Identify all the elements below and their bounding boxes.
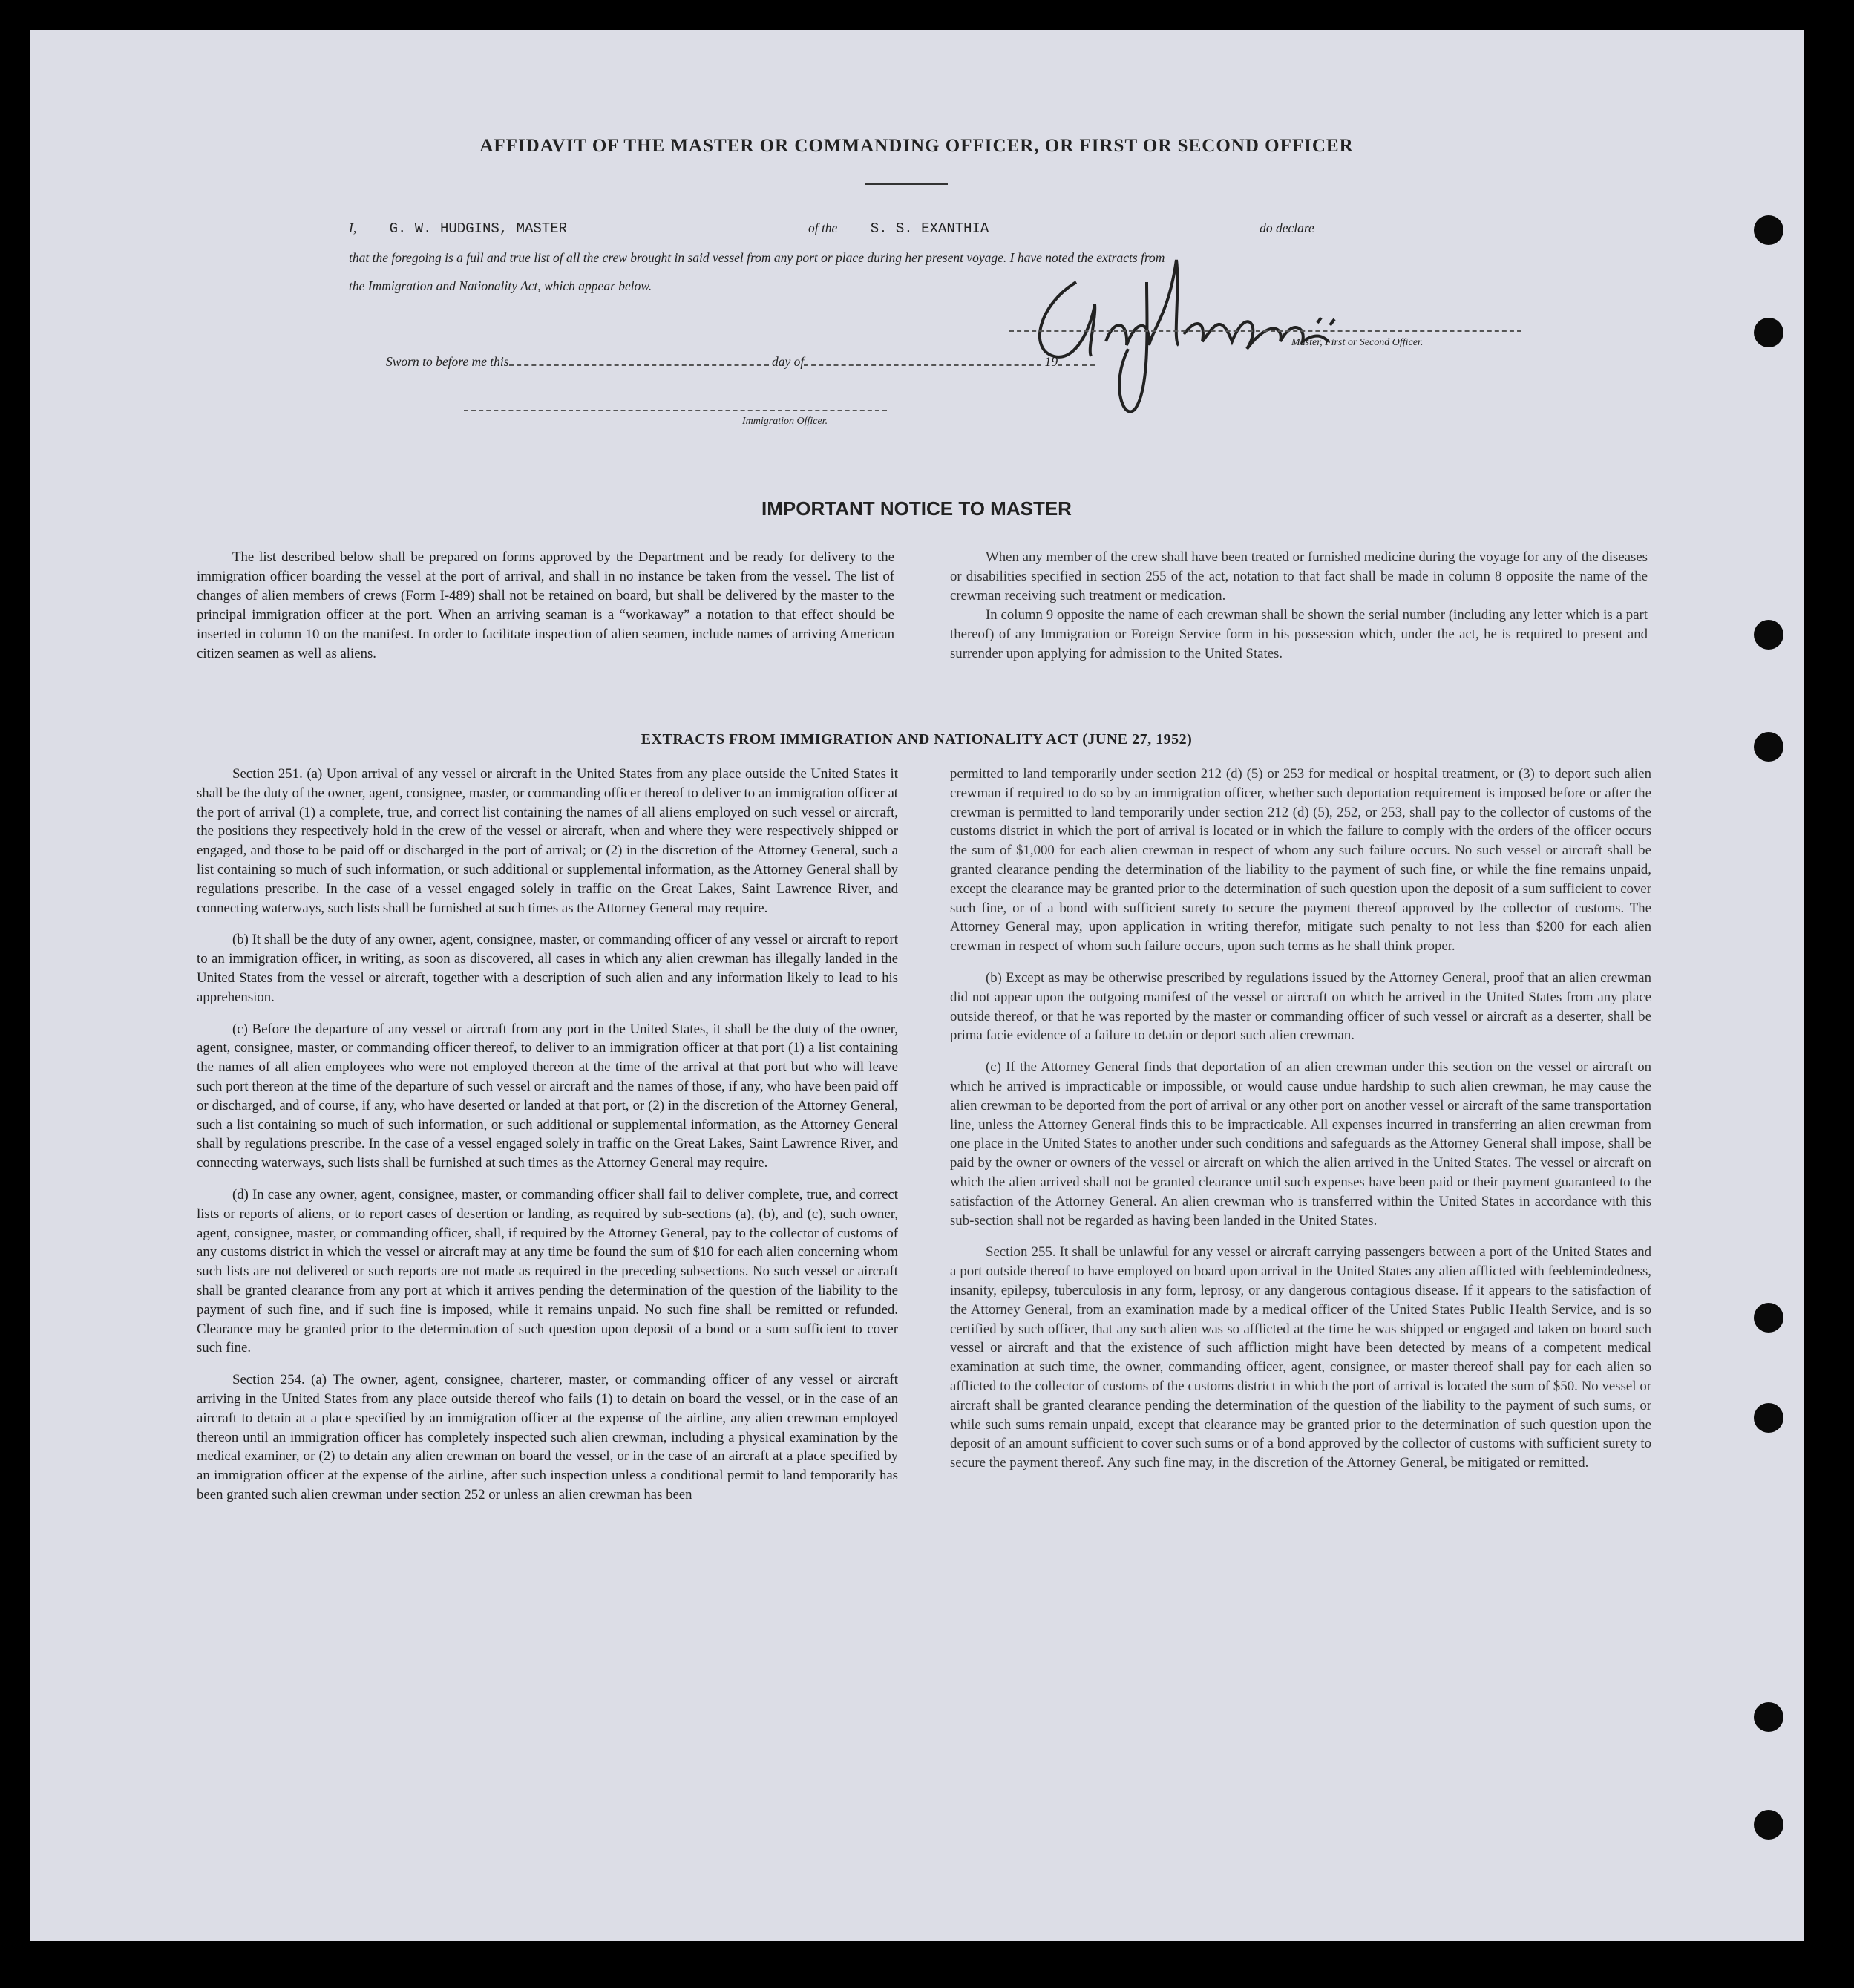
- officer-signature-line: [464, 410, 887, 411]
- sworn-month-field: [804, 354, 1041, 366]
- sworn-date-field: [509, 354, 769, 366]
- extract-paragraph: (b) It shall be the duty of any owner, agent, consignee, master, or commanding officer of any vessel or aircraft to report to an immigration officer, in writing, as soon as discovered, all cases in which any alien crewman has illegally landed in the United States from the vessel or aircraft, together with a description of such alien and any information likely to lead to his apprehension.: [197, 932, 898, 1005]
- document-page: [30, 30, 1804, 1941]
- punch-hole: [1754, 1810, 1783, 1840]
- declaration-line-3: the Immigration and Nationality Act, which appear below.: [349, 278, 652, 293]
- extracts-left-column: [197, 765, 898, 1517]
- punch-hole: [1754, 1403, 1783, 1433]
- punch-hole: [1754, 1702, 1783, 1732]
- extract-paragraph: Section 251. (a) Upon arrival of any vessel or aircraft in the United States from any place outside the United States it shall be the duty of the owner, agent, consignee, master, or commanding officer thereof to deliver to an immigration officer at the port of arrival (1) a complete, true, and correct list containing the names of all aliens employed on such vessel or aircraft, the positions they respectively hold in the crew of the vessel or aircraft, when and where they were respectively shipped or engaged, and those to be paid off or discharged in the port of arrival; or (2) in the discretion of the Attorney General, such a list containing so much of such information, or such additional or supplemental information, as the Attorney General shall by regulations prescribe. In the case of a vessel engaged solely in traffic on the Great Lakes, Saint Lawrence River, and connecting waterways, such lists shall be furnished at such times as the Attorney General may require.: [197, 766, 898, 916]
- notice-paragraph: In column 9 opposite the name of each crewman shall be shown the serial number (including any letter which is a part thereof) of any Immigration or Foreign Service form in his possession which, under the act, he is required to present and surrender upon applying for admission to the United States.: [950, 607, 1648, 661]
- extract-paragraph: Section 255. It shall be unlawful for any vessel or aircraft carrying passengers between a port of the United States and a port outside thereof to have employed on board upon arrival in the United States any alien afflicted with feeblemindedness, insanity, epilepsy, tuberculosis in any form, leprosy, or any dangerous contagious disease. If it appears to the satisfaction of the Attorney General, from an examination made by a medical officer of the United States Public Health Service, and is so certified by such officer, that any such alien was so afflicted at the time he was shipped or engaged and taken on board such vessel or aircraft and that the existence of such affliction might have been detected by means of a competent medical examination at such time, the owner, commanding officer, agent, consignee, or master thereof shall pay for each alien so afflicted to the collector of customs of the customs district in which the port of arrival is located the sum of $50. No vessel or aircraft shall be granted clearance pending the determination of the question of the liability to the payment of such sums, or while such sums remain unpaid, except that clearance may be granted prior to the determination of such question upon the deposit of an amount sufficient to cover such sums or of a bond approved by the collector of customs with sufficient surety to secure the payment thereof. Any such fine may, in the discretion of the Attorney General, be mitigated or remitted.: [950, 1244, 1651, 1471]
- notice-paragraph: The list described below shall be prepared on forms approved by the Department and be ready for delivery to the immigration officer boarding the vessel at the port of arrival, and shall in no instance be taken from the vessel. The list of changes of alien members of crews (Form I-489) shall not be retained on board, but shall be delivered by the master to the principal immigration officer at the port. When an arriving seaman is a “workaway” a notation to that effect should be inserted in column 10 on the manifest. In order to facilitate inspection of alien seamen, include names of arriving American citizen seamen as well as aliens.: [197, 549, 894, 661]
- declaration-line-2: that the foregoing is a full and true list of all the crew brought in said vessel from any port or place during her present voyage. I have noted the extracts from: [349, 250, 1165, 265]
- punch-hole: [1754, 215, 1783, 245]
- extract-paragraph: (d) In case any owner, agent, consignee, master, or commanding officer shall fail to deliver complete, true, and correct lists or reports of aliens, or to report cases of desertion or landing, as required by sub-sections (a), (b), and (c), such owner, agent, consignee, master, or commanding officer, shall, if required by the Attorney General, pay to the collector of customs of any customs district in which the vessel or aircraft may at any time be found the sum of $10 for each alien concerning whom such lists are not delivered or such reports are not made as required in the preceding subsections. No such vessel or aircraft shall be granted clearance from any port at which it arrives pending the determination of the question of the liability to the payment of such fine, and if such fine is imposed, while it remains unpaid. No such fine shall be remitted or refunded. Clearance may be granted prior to the determination of such question upon deposit of a bond or a sum sufficient to cover such fine.: [197, 1186, 898, 1356]
- handwritten-signature: [1024, 238, 1380, 416]
- punch-hole: [1754, 732, 1783, 762]
- title-rule: [865, 183, 948, 185]
- extracts-right-column: [950, 765, 1651, 1485]
- officer-caption: Immigration Officer.: [742, 416, 828, 427]
- signature-caption: Master, First or Second Officer.: [1291, 337, 1424, 348]
- declaration-line-1: I, G. W. HUDGINS, MASTER of the S. S. EXANTHIA do declare: [349, 214, 1521, 243]
- vessel-name-field: S. S. EXANTHIA: [841, 215, 1257, 243]
- punch-hole: [1754, 318, 1783, 347]
- punch-hole: [1754, 1303, 1783, 1333]
- punch-hole: [1754, 620, 1783, 650]
- signature-line: [1009, 330, 1521, 332]
- notice-title: IMPORTANT NOTICE TO MASTER: [761, 497, 1072, 520]
- extract-paragraph: Section 254. (a) The owner, agent, consignee, charterer, master, or commanding officer of any vessel or aircraft arriving in the United States from any place outside thereof who fails (1) to detain on board the vessel, or in the case of an aircraft to detain at a place specified by an immigration officer at the expense of the airline, any alien crewman employed thereon until an immigration officer has completely inspected such alien crewman, including a physical examination by the medical examiner, or (2) to detain any alien crewman on board the vessel, or in the case of an aircraft at a place specified by an immigration officer at the expense of the airline, after such inspection unless a conditional permit to land temporarily has been granted such alien crewman under section 252 or unless an alien crewman has been: [197, 1372, 898, 1503]
- notice-left-column: [197, 548, 894, 664]
- sworn-line: Sworn to before me this day of 19: [386, 354, 1095, 370]
- extracts-title: EXTRACTS FROM IMMIGRATION AND NATIONALITY ACT (JUNE 27, 1952): [641, 731, 1193, 748]
- notice-right-column: [950, 548, 1648, 664]
- extract-paragraph: (c) If the Attorney General finds that deportation of an alien crewman under this section on the vessel or aircraft on which he arrived is impracticable or impossible, or would cause undue hardship to such alien crewman, he may cause the alien crewman to be deported from the port of arrival or any other port on another vessel or aircraft of the same transportation line, unless the Attorney General finds this to be impracticable. All expenses incurred in transferring an alien crewman from one place in the United States to another under such conditions and safeguards as the Attorney General shall impose, shall be paid by the owner or owners of the vessel or aircraft on which the alien arrived in the United States. The vessel or aircraft on which the alien arrived shall not be granted clearance until such expenses have been paid or their payment guaranteed to the satisfaction of the Attorney General. An alien crewman who is transferred within the United States in accordance with this sub-section shall not be regarded as having been landed in the United States.: [950, 1059, 1651, 1229]
- extract-paragraph: (b) Except as may be otherwise prescribed by regulations issued by the Attorney General, proof that an alien crewman did not appear upon the outgoing manifest of the vessel or aircraft on which he arrived in the United States from any place outside thereof, or that he was reported by the master or commanding officer of such vessel or aircraft as a deserter, shall be prima facie evidence of a failure to detain or deport such alien crewman.: [950, 970, 1651, 1044]
- master-name-field: G. W. HUDGINS, MASTER: [360, 215, 805, 243]
- sworn-year-field: [1058, 354, 1095, 366]
- notice-paragraph: When any member of the crew shall have been treated or furnished medicine during the voyage for any of the diseases or disabilities specified in section 255 of the act, notation to that fact shall be made in column 8 opposite the name of the crewman receiving such treatment or medication.: [950, 549, 1648, 604]
- extract-paragraph: permitted to land temporarily under section 212 (d) (5) or 253 for medical or hospital treatment, or (3) to deport such alien crewman if required to do so by an immigration officer, whether such deportation requirement is imposed before or after the crewman is permitted to land temporarily under section 212 (d) (5), 252, or 253, shall pay to the collector of customs of the customs district in which the port of arrival is located or in which the failure to comply with the orders of the officer occurs the sum of $1,000 for each alien crewman in respect of whom any such failure occurs. No such vessel or aircraft shall be granted clearance pending the determination of the liability to the payment of such fine, or while the fine remains unpaid, except the clearance may be granted prior to the determination of such question upon the deposit of a sum sufficient to cover such fine, or of a bond with sufficient surety to secure the payment thereof approved by the collector of customs. The Attorney General may, upon application in writing therefor, mitigate such penalty to not less than $200 for each alien crewman in respect of whom such failure occurs, upon such terms as he shall think proper.: [950, 766, 1651, 955]
- extract-paragraph: (c) Before the departure of any vessel or aircraft from any port in the United States, it shall be the duty of the owner, agent, consignee, master, or commanding officer thereof, to deliver to an immigration officer at that port (1) a list containing the names of all alien employees who were not employed thereon at the time of the arrival at that port but who will leave such port thereon at the time of the departure of such vessel or aircraft and the names of those, if any, who have been paid off or discharged, and of course, if any, who have deserted or landed at that port, or (2) in the discretion of the Attorney General, such a list containing so much of such information, or such additional or supplemental information, as the Attorney General shall by regulations prescribe. In the case of a vessel engaged solely in traffic on the Great Lakes, Saint Lawrence River, and connecting waterways, such lists shall be furnished at such times as the Attorney General may require.: [197, 1021, 898, 1171]
- affidavit-title: AFFIDAVIT OF THE MASTER OR COMMANDING OFFICER, OR FIRST OR SECOND OFFICER: [479, 136, 1354, 156]
